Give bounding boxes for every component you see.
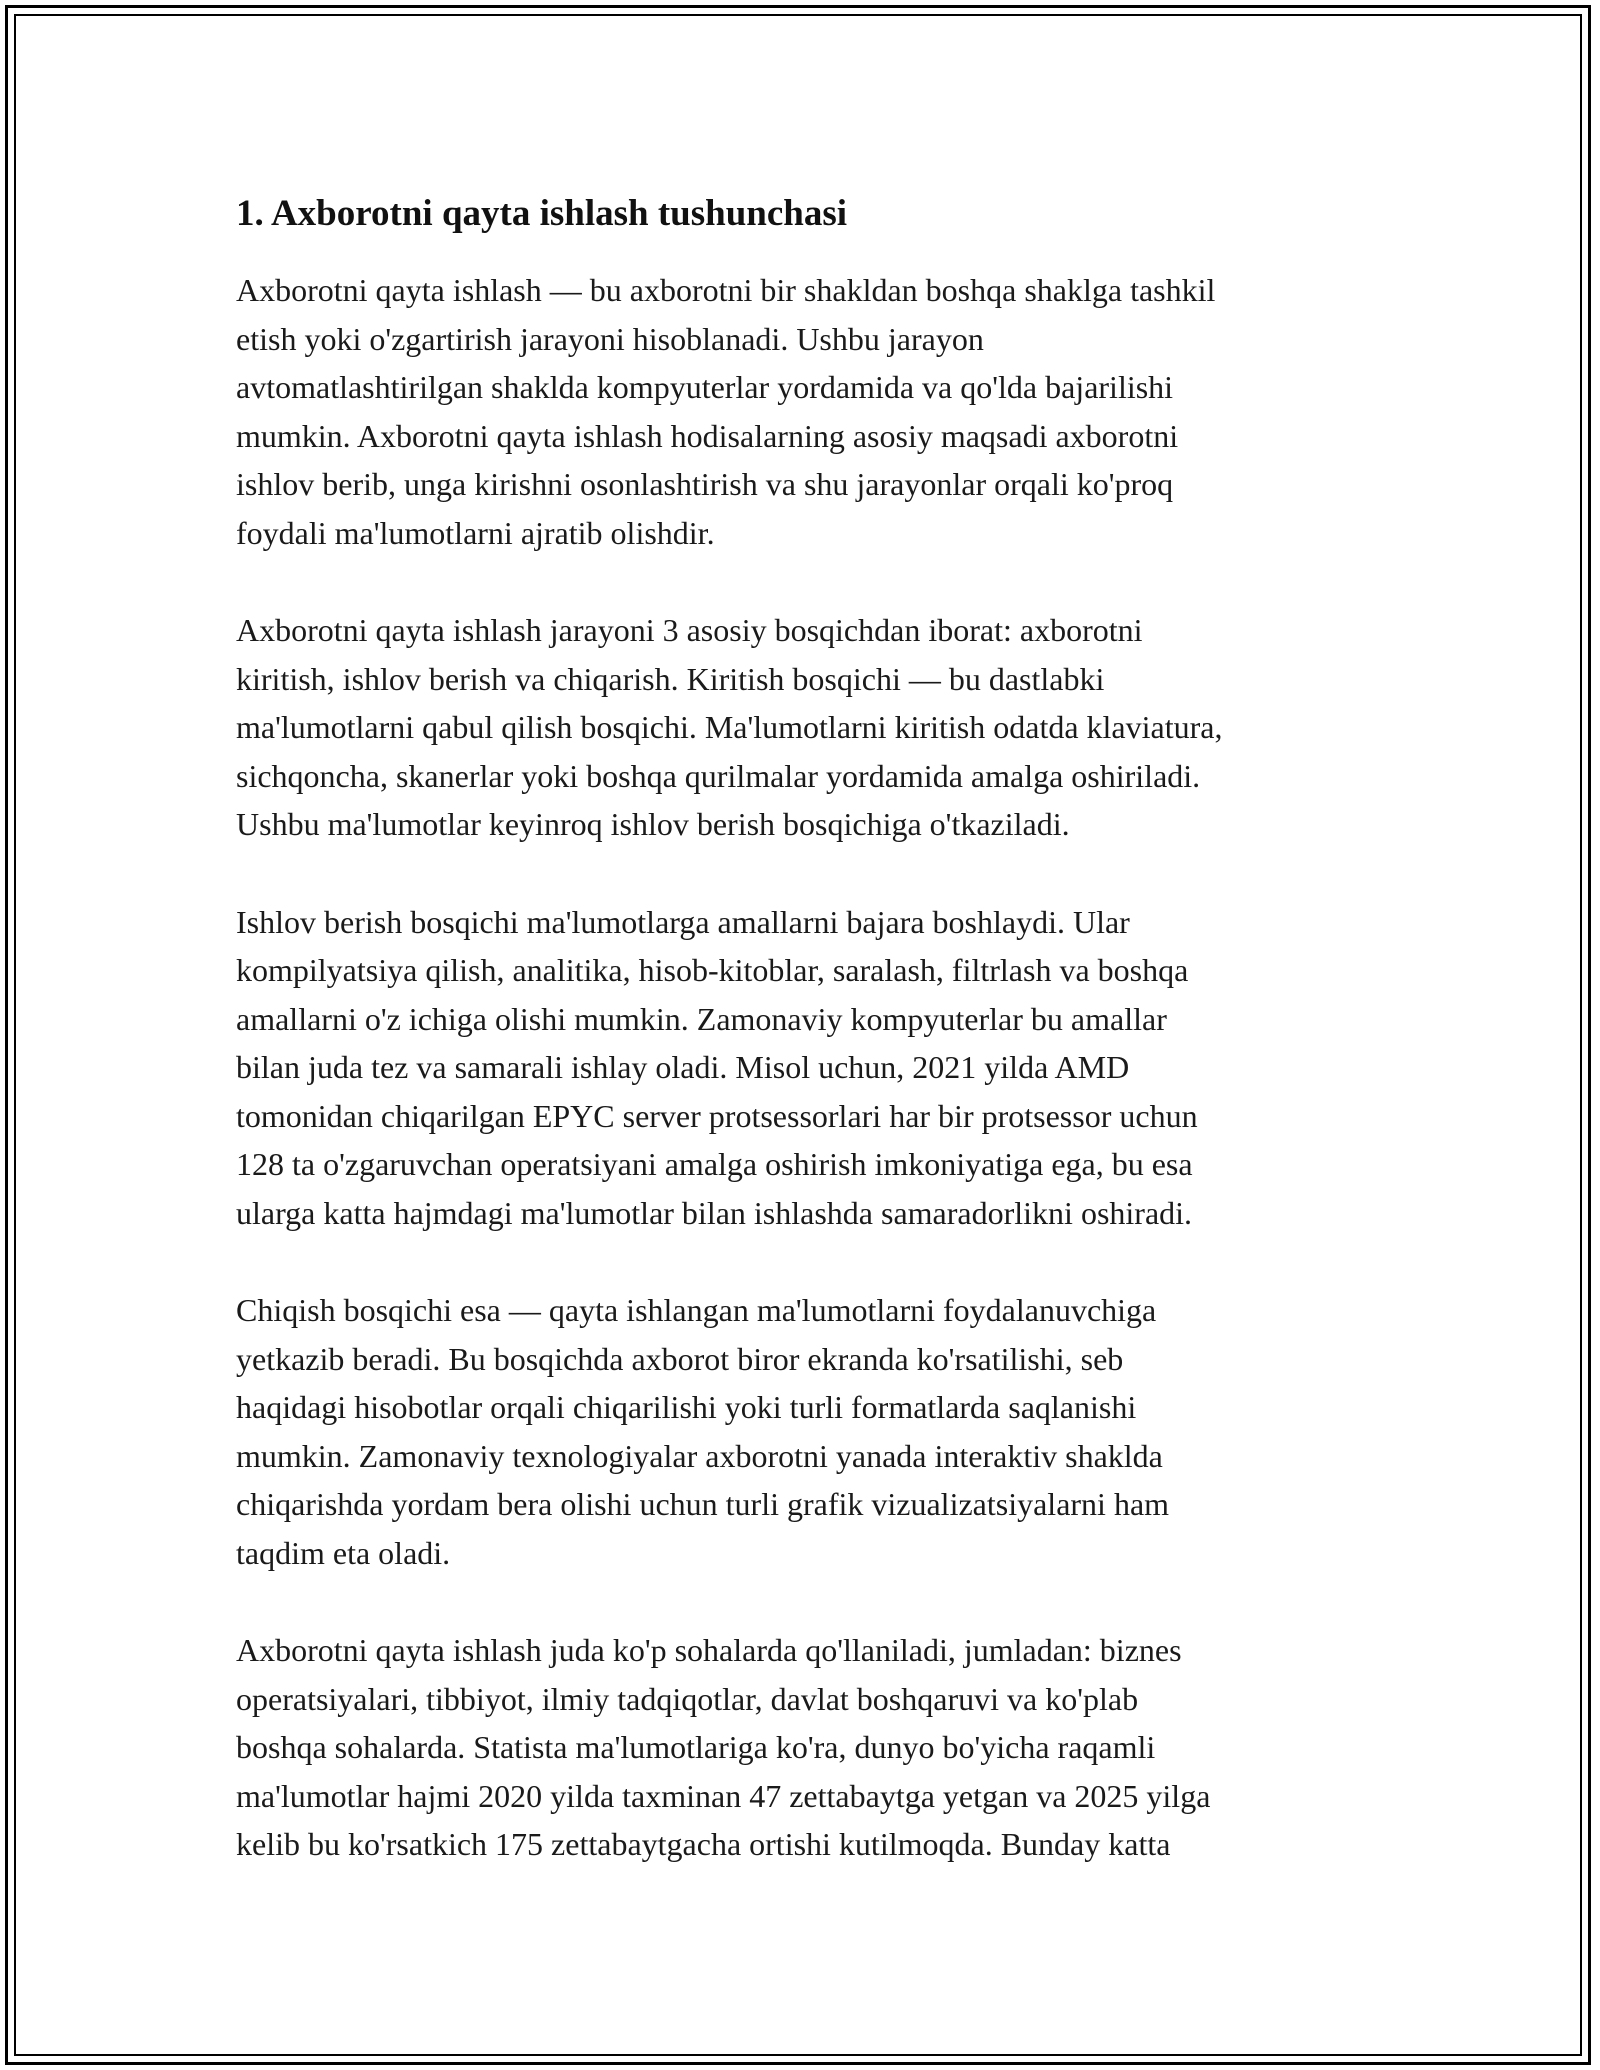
text-line: boshqa sohalarda. Statista ma'lumotlariga ko'ra, dunyo bo'yicha raqamli <box>236 1729 1156 1765</box>
text-line: haqidagi hisobotlar orqali chiqarilishi yoki turli formatlarda saqlanishi <box>236 1389 1137 1425</box>
document-body <box>236 188 1356 1918</box>
paragraph-1 <box>236 266 1356 557</box>
text-line: kiritish, ishlov berish va chiqarish. Kiritish bosqichi — bu dastlabki <box>236 660 1105 697</box>
text-line: mumkin. Axborotni qayta ishlash hodisalarning asosiy maqsadi axborotni <box>236 417 1179 454</box>
paragraph-5 <box>236 1626 1356 1869</box>
text-line: Ushbu ma'lumotlar keyinroq ishlov berish bosqichiga o'tkaziladi. <box>236 806 1070 842</box>
text-line: Axborotni qayta ishlash jarayoni 3 asosiy bosqichdan iborat: axborotni <box>236 612 1143 648</box>
section-heading: 1. Axborotni qayta ishlash tushunchasi <box>236 193 848 234</box>
text-line: ishlov berib, unga kirishni osonlashtirish va shu jarayonlar orqali ko'proq <box>236 466 1174 502</box>
text-line: ma'lumotlarni qabul qilish bosqichi. Ma'lumotlarni kiritish odatda klaviatura, <box>236 709 1223 745</box>
text-line: Chiqish bosqichi esa — qayta ishlangan ma'lumotlarni foydalanuvchiga <box>236 1292 1157 1328</box>
text-line: Ishlov berish bosqichi ma'lumotlarga amallarni bajara boshlaydi. Ular <box>236 903 1130 940</box>
text-line: operatsiyalari, tibbiyot, ilmiy tadqiqotlar, davlat boshqaruvi va ko'plab <box>236 1680 1139 1717</box>
text-line: avtomatlashtirilgan shaklda kompyuterlar yordamida va qo'lda bajarilishi <box>236 369 1174 405</box>
text-line: foydali ma'lumotlarni ajratib olishdir. <box>236 514 715 551</box>
text-line: 128 ta o'zgaruvchan operatsiyani amalga oshirish imkoniyatiga ega, bu esa <box>236 1146 1193 1182</box>
text-line: ularga katta hajmdagi ma'lumotlar bilan ishlashda samaradorlikni oshiradi. <box>236 1194 1193 1231</box>
text-line: sichqoncha, skanerlar yoki boshqa qurilmalar yordamida amalga oshiriladi. <box>236 757 1201 794</box>
text-line: Axborotni qayta ishlash — bu axborotni bir shakldan boshqa shaklga tashkil <box>236 272 1216 308</box>
text-line: mumkin. Zamonaviy texnologiyalar axborotni yanada interaktiv shaklda <box>236 1437 1163 1474</box>
text-line: ma'lumotlar hajmi 2020 yilda taxminan 47 zettabaytga yetgan va 2025 yilga <box>236 1777 1211 1814</box>
paragraph-3 <box>236 898 1356 1238</box>
text-line: amallarni o'z ichiga olishi mumkin. Zamonaviy kompyuterlar bu amallar <box>236 1000 1167 1037</box>
text-line: bilan juda tez va samarali ishlay oladi. Misol uchun, 2021 yilda AMD <box>236 1049 1130 1085</box>
text-line: yetkazib beradi. Bu bosqichda axborot biror ekranda ko'rsatilishi, seb <box>236 1340 1124 1377</box>
paragraph-2 <box>236 606 1356 849</box>
text-line: tomonidan chiqarilgan EPYC server protsessorlari har bir protsessor uchun <box>236 1097 1198 1134</box>
text-line: kompilyatsiya qilish, analitika, hisob-kitoblar, saralash, filtrlash va boshqa <box>236 952 1189 988</box>
text-line: Axborotni qayta ishlash juda ko'p sohalarda qo'llaniladi, jumladan: biznes <box>236 1632 1182 1668</box>
text-line: kelib bu ko'rsatkich 175 zettabaytgacha ortishi kutilmoqda. Bunday katta <box>236 1826 1171 1862</box>
text-line: etish yoki o'zgartirish jarayoni hisoblanadi. Ushbu jarayon <box>236 320 984 357</box>
text-line: taqdim eta oladi. <box>236 1534 451 1571</box>
paragraph-4 <box>236 1286 1356 1577</box>
text-line: chiqarishda yordam bera olishi uchun turli grafik vizualizatsiyalarni ham <box>236 1486 1170 1522</box>
